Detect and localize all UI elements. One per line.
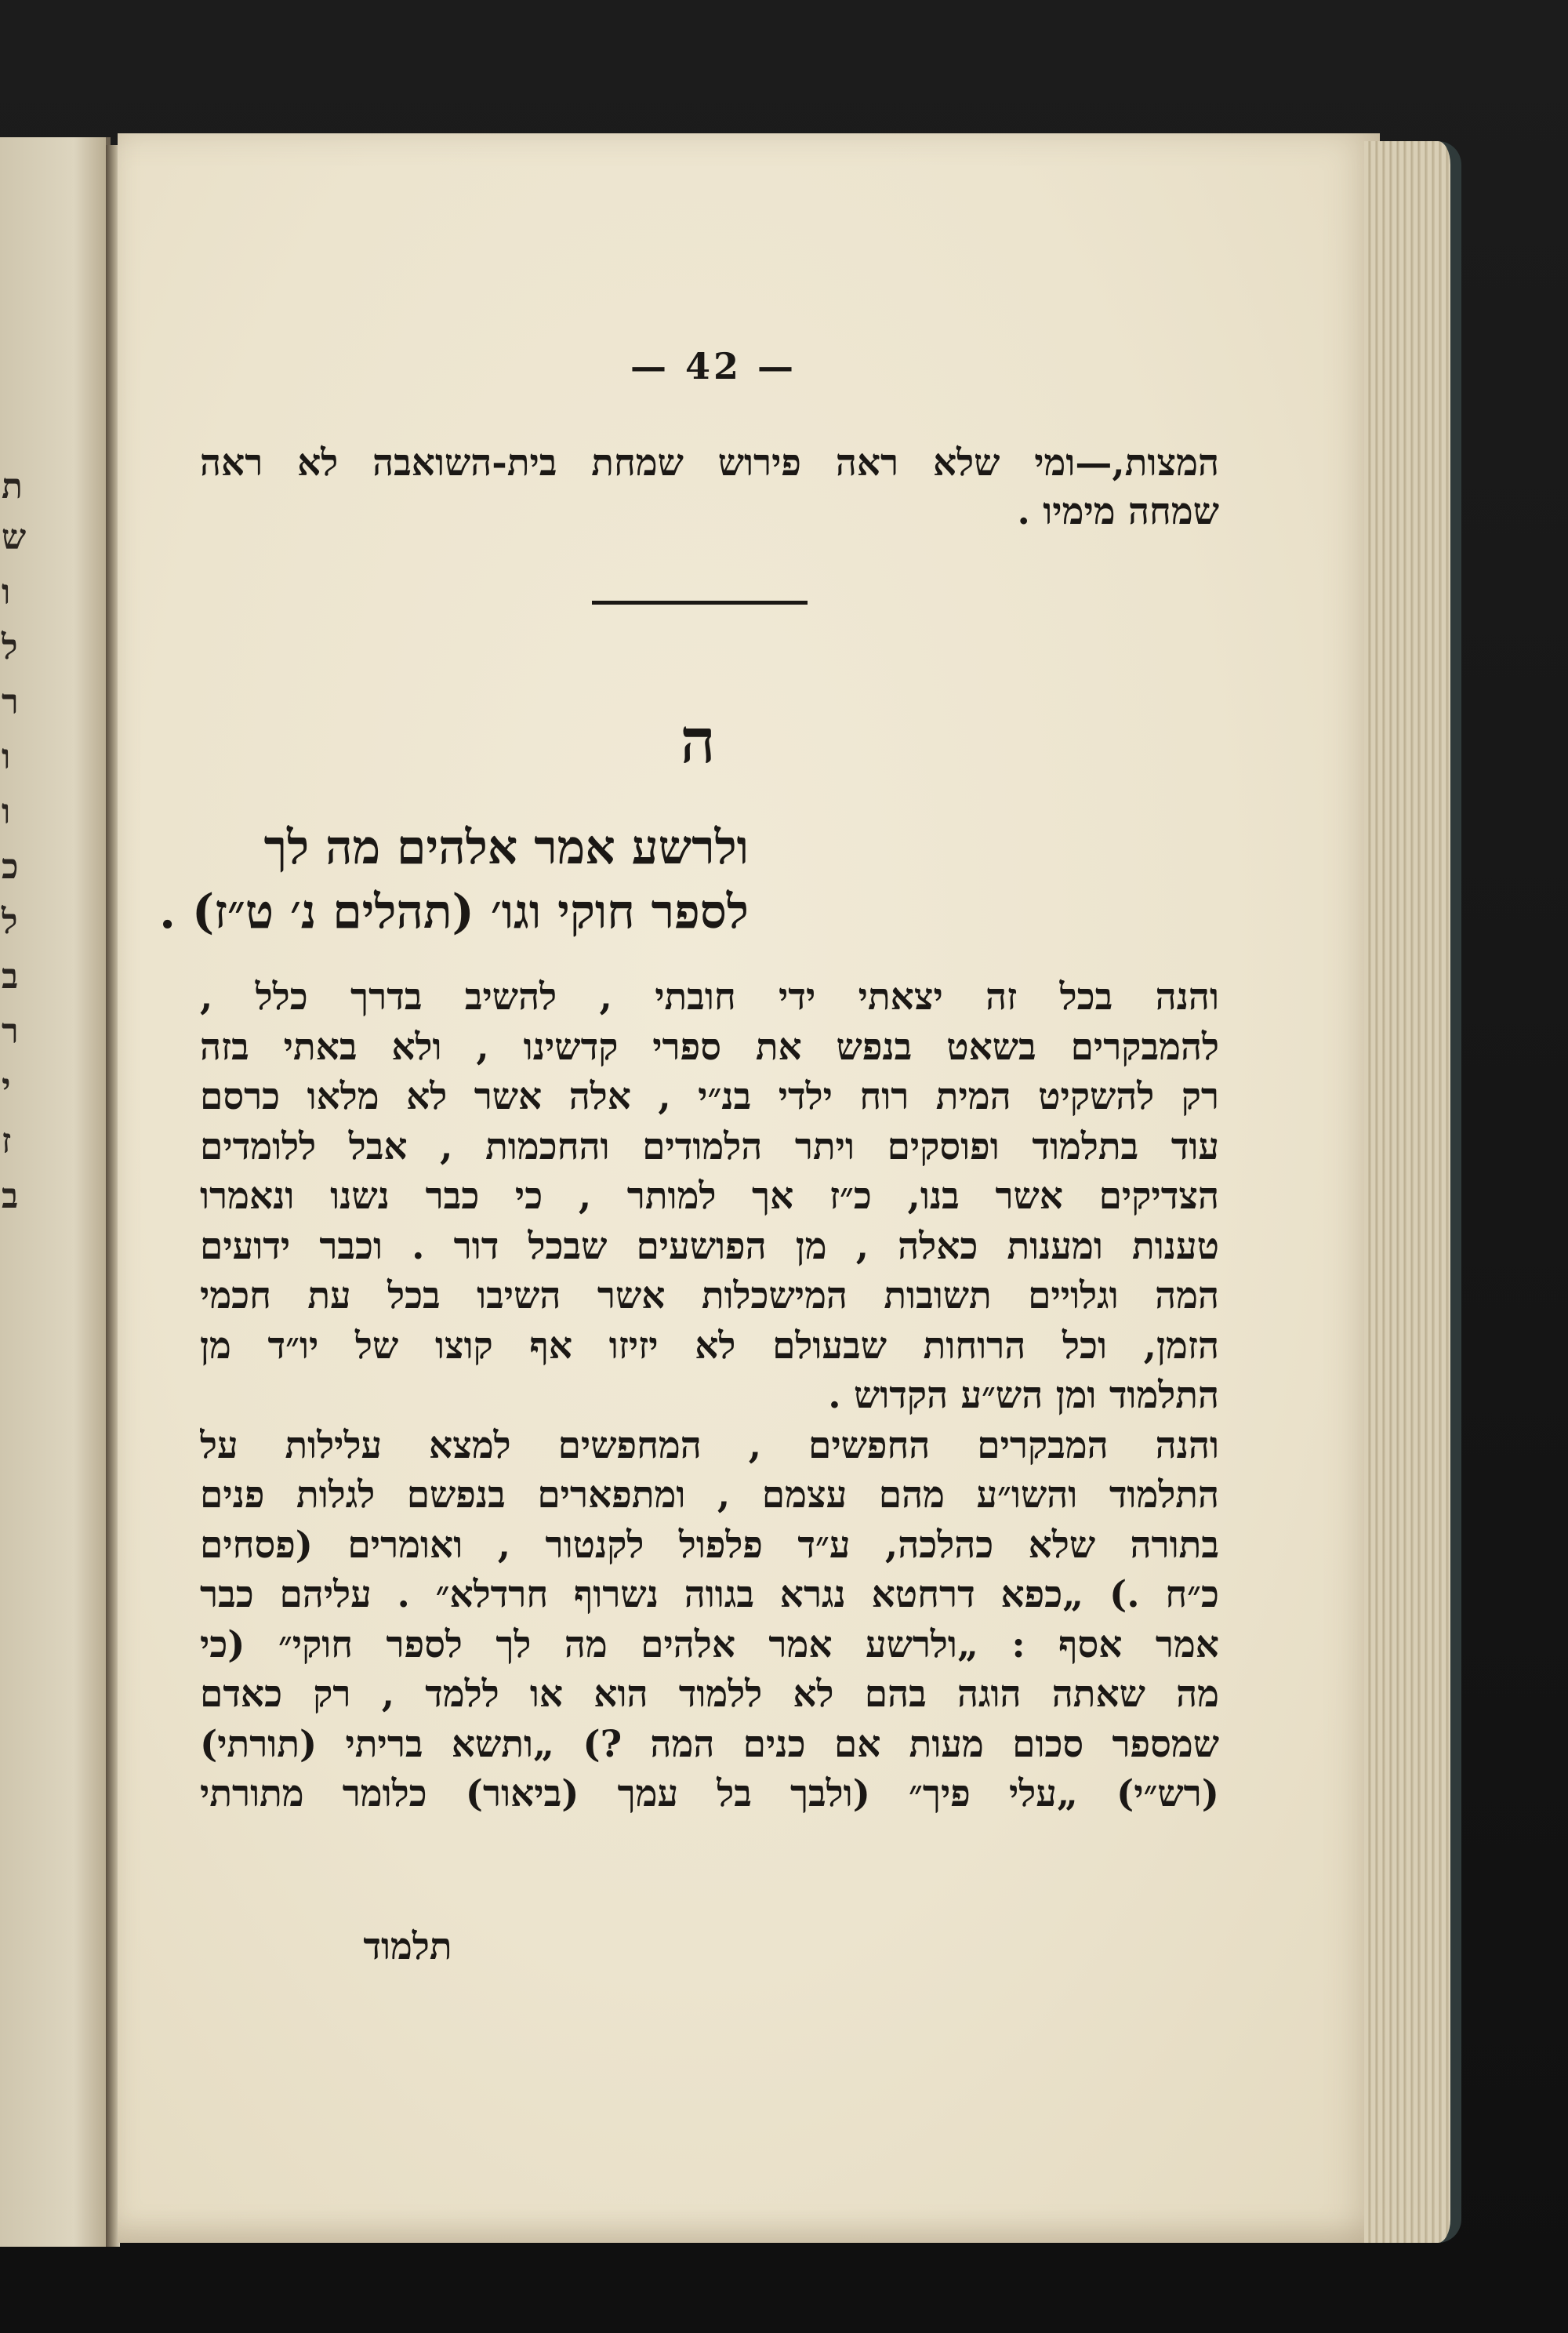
catchword: תלמוד <box>363 1925 452 1968</box>
verse-quote <box>159 816 749 944</box>
text-line: בתורה שלא כהלכה, ע״ד פלפול לקנטור , ואומרים (פסחים <box>200 1523 1219 1567</box>
prev-page-glyph: ב <box>2 957 19 997</box>
text-line: להמבקרים בשאט בנפש את ספרי קדשינו , ולא באתי בזה <box>200 1025 1219 1069</box>
prev-page-glyph: ב <box>2 1176 19 1216</box>
prev-page-glyph: ת <box>2 467 23 507</box>
prev-page-glyph: ר <box>2 682 19 722</box>
text-line: אמר אסף : „ולרשע אמר אלהים מה לך לספר חוקי״ (כי <box>200 1623 1219 1666</box>
text-line: טענות ומענות כאלה , מן הפושעים שבכל דור . וכבר ידועים <box>200 1224 1219 1268</box>
text-line: עוד בתלמוד ופוסקים ויתר הלמודים והחכמות , אבל ללומדים <box>200 1125 1219 1168</box>
text-line: והנה בכל זה יצאתי ידי חובתי , להשיב בדרך כלל , <box>200 976 1219 1019</box>
verse-line: לספר חוקי וגו׳ (תהלים נ׳ ט״ז) . <box>159 885 749 939</box>
page-edges <box>1364 141 1461 2243</box>
prev-page-glyph: ז <box>2 1121 12 1161</box>
text-line: רק להשקיט המית רוח ילדי בנ״י , אלה אשר לא מלאו כרסם <box>200 1075 1219 1118</box>
section-heading: ה <box>680 706 716 777</box>
prev-page-glyph: כ <box>2 847 19 887</box>
prev-page-glyph: ר <box>2 1012 19 1052</box>
prev-page-glyph: ל <box>2 902 18 942</box>
prev-page-glyph: ל <box>2 627 18 667</box>
text-line: כ״ח .) „כפא דרחטא נגרא בגווה נשרוף חרדלא״ . עליהם כבר <box>200 1573 1219 1616</box>
prev-page-glyph: ש <box>2 518 27 558</box>
text-line: שמחה מימיו . <box>1017 490 1219 533</box>
text-line: והנה המבקרים החפשים , המחפשים למצא עלילות על <box>200 1423 1219 1467</box>
text-line: התלמוד ומן הש״ע הקדוש . <box>828 1374 1219 1417</box>
section-divider <box>592 601 808 605</box>
text-line: התלמוד והשו״ע מהם עצמם , ומתפארים בנפשם לגלות פנים <box>200 1474 1219 1517</box>
text-line: מה שאתה הוגה בהם לא ללמוד הוא או ללמד , רק כאדם <box>200 1673 1219 1716</box>
previous-page-edge <box>0 137 111 2247</box>
prev-page-glyph: י <box>2 1067 11 1107</box>
verse-line: ולרשע אמר אלהים מה לך <box>263 820 749 875</box>
prev-page-glyph: ו <box>2 792 11 832</box>
text-line: המה וגלויים תשובות המישכלות אשר השיבו בכל עת חכמי <box>200 1274 1219 1317</box>
text-line: הזמן, וכל הרוחות שבעולם לא יזיזו אף קוצו של יו״ד מן <box>200 1324 1219 1368</box>
text-line: שמספר סכום מעות אם כנים המה ?) „ותשא בריתי (תורתי) <box>200 1722 1219 1766</box>
page-number: — 42 — <box>630 345 797 387</box>
text-line: הצדיקים אשר בנו, כ״ז אך למותר , כי כבר נשנו ונאמרו <box>200 1175 1219 1218</box>
prev-page-glyph: ו <box>2 737 11 777</box>
text-line: המצות,—ומי שלא ראה פירוש שמחת בית-השואבה לא ראה <box>200 442 1219 485</box>
text-line: (רש״י) „עלי פיך״ (ולבך בל עמך (ביאור) כלומר מתורתי <box>200 1772 1219 1815</box>
top-paragraph <box>200 439 1219 536</box>
prev-page-glyph: ו <box>2 572 11 612</box>
body-text <box>200 972 1219 1819</box>
